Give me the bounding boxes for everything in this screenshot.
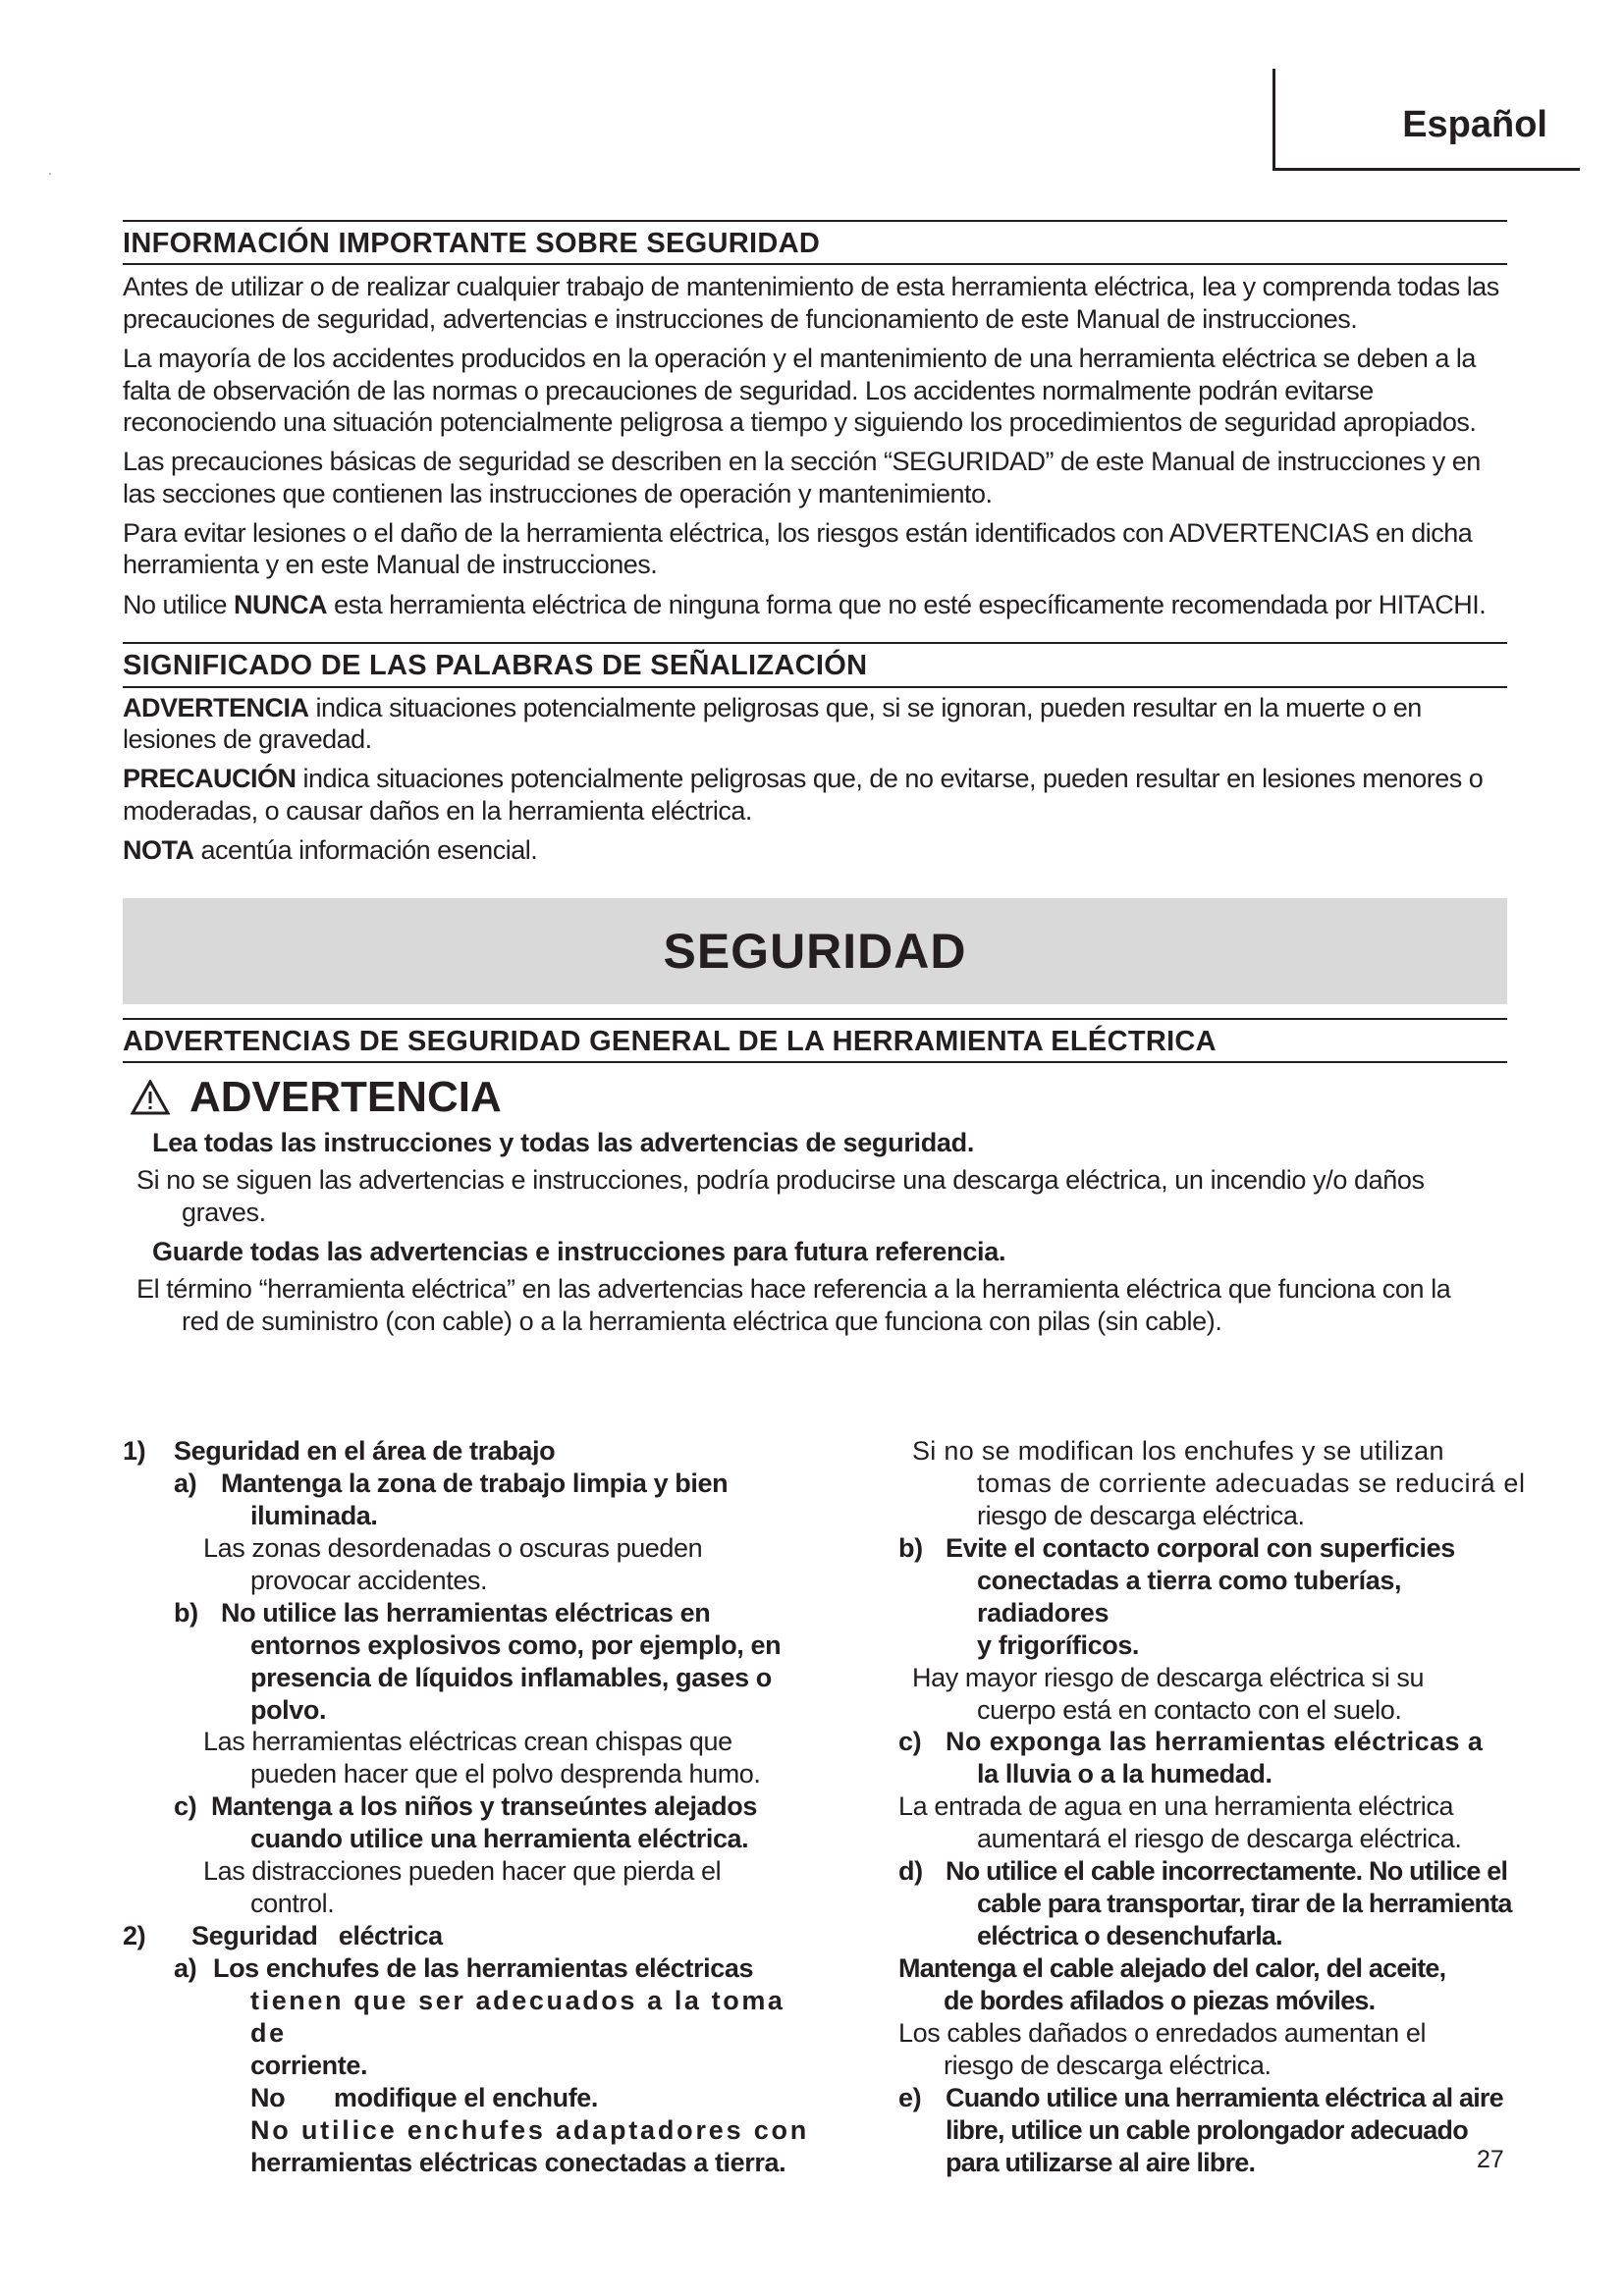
list-item <box>898 1532 1527 1565</box>
list-letter: b) <box>898 1532 923 1563</box>
list-heading <box>123 1920 810 1952</box>
item-title-line: de bordes afilados o piezas móviles. <box>944 1985 1376 2015</box>
text-line: Si no se siguen las advertencias e instrucciones, podría producirse una descarga eléctrica, un incendio y/o daños <box>136 1164 1425 1195</box>
item-text: Las herramientas eléctricas crean chispas que <box>203 1727 732 1757</box>
list-letter: a) <box>174 1468 197 1498</box>
consequence-text <box>136 1164 1507 1229</box>
text: acentúa información esencial. <box>193 835 538 866</box>
list-letter: d) <box>898 1856 923 1887</box>
item-title: Mantenga la zona de trabajo limpia y bien <box>221 1468 729 1498</box>
text: No utilice <box>123 589 235 619</box>
save-instruction: Guarde todas las advertencias e instrucciones para futura referencia. <box>152 1236 1006 1266</box>
item-title-line: herramientas eléctricas conectadas a tierra. <box>250 2147 786 2177</box>
list-letter: b) <box>174 1597 198 1628</box>
item-title-line: Mantenga el cable alejado del calor, del aceite, <box>898 1953 1446 1983</box>
warning-heading <box>131 1073 1507 1122</box>
item-title-line: para utilizarse al aire libre. <box>946 2147 1256 2177</box>
item-text: cuerpo está en contacto con el suelo. <box>977 1694 1402 1725</box>
item-title-line: presencia de líquidos inflamables, gases o <box>250 1662 772 1692</box>
item-title-line: entornos explosivos como, por ejemplo, en <box>250 1629 782 1660</box>
item-title: No utilice el cable incorrectamente. No utilice el <box>946 1856 1508 1887</box>
safety-banner <box>123 898 1507 1004</box>
item-title-line: eléctrica o desenchufarla. <box>977 1921 1282 1951</box>
list-item <box>123 1790 810 1823</box>
term: NOTA <box>123 835 194 866</box>
item-title-line: la lluvia o a la humedad. <box>977 1759 1272 1789</box>
item-title: Mantenga a los niños y transeúntes alejados <box>211 1791 757 1822</box>
list-item <box>123 1597 810 1629</box>
item-title-line: tienen que ser adecuados a la toma de <box>250 1985 785 2048</box>
banner-title: SEGURIDAD <box>663 923 967 979</box>
paragraph: La mayoría de los accidentes producidos en la operación y el mantenimiento de una herramienta eléctrica se deben a la falta de observación de las normas o precauciones de seguridad. Los accidentes normalmente podrán evitarse reconociendo una situación potencialmente peligrosa a tiempo y siguiendo los procedimientos de seguridad apropiados. <box>123 344 1477 437</box>
text-line: El término “herramienta eléctrica” en las advertencias hace referencia a la herramienta eléctrica que funciona con la <box>136 1273 1451 1304</box>
item-title-line: cuando utilice una herramienta eléctrica. <box>250 1824 749 1854</box>
read-all-instruction: Lea todas las instrucciones y todas las advertencias de seguridad. <box>152 1127 975 1157</box>
item-title-line: No modifique el enchufe. <box>250 2082 599 2112</box>
page-number: 27 <box>1477 2146 1504 2173</box>
emphasis: NUNCA <box>234 589 328 619</box>
item-text: pueden hacer que el polvo desprenda humo. <box>250 1759 761 1789</box>
item-text: tomas de corriente adecuadas se reducirá el <box>977 1468 1526 1498</box>
item-text: Los cables dañados o enredados aumentan el <box>898 2017 1427 2048</box>
list-letter: a) <box>174 1953 197 1983</box>
text: indica situaciones potencialmente peligrosas que, de no evitarse, pueden resultar en lesiones menores o moderadas, o causar daños en la herramienta eléctrica. <box>123 764 1484 826</box>
list-item <box>898 1855 1527 1888</box>
term-definition <box>136 1273 1507 1338</box>
paragraph <box>123 589 1507 620</box>
left-column <box>123 1435 810 2179</box>
section-title-signal-words: SIGNIFICADO DE LAS PALABRAS DE SEÑALIZACIÓN <box>123 642 1507 687</box>
right-column <box>898 1435 1527 2179</box>
list-heading-text: Seguridad eléctrica <box>191 1921 443 1951</box>
two-column-list <box>123 1435 1527 2181</box>
paragraph: Las precauciones básicas de seguridad se describen en la sección “SEGURIDAD” de este Manual de instrucciones y en las secciones que contienen las instrucciones de operación y mantenimiento. <box>123 447 1481 508</box>
item-title: Evite el contacto corporal con superficies <box>946 1532 1455 1563</box>
list-letter: e) <box>898 2082 922 2112</box>
list-heading <box>123 1435 810 1468</box>
item-text: Hay mayor riesgo de descarga eléctrica si su <box>912 1662 1425 1692</box>
text-line: graves. <box>182 1197 266 1227</box>
item-title: Los enchufes de las herramientas eléctricas <box>213 1953 754 1983</box>
warning-triangle-icon <box>131 1080 170 1115</box>
item-title: No exponga las herramientas eléctricas a <box>946 1727 1484 1757</box>
definition-note <box>123 834 1507 866</box>
language-label: Español <box>1402 104 1547 145</box>
item-title-line: corriente. <box>250 2050 368 2080</box>
list-letter: c) <box>898 1727 922 1757</box>
item-text: riesgo de descarga eléctrica. <box>944 2050 1272 2080</box>
item-title: No utilice las herramientas eléctricas en <box>221 1597 711 1628</box>
paragraph: Antes de utilizar o de realizar cualquier trabajo de mantenimiento de esta herramienta eléctrica, lea y comprenda todas las precauciones de seguridad, advertencias e instrucciones de funcionamiento de este Manual de instrucciones. <box>123 272 1499 334</box>
item-title-line: conectadas a tierra como tuberías, radiadores <box>977 1565 1402 1628</box>
scan-speck <box>49 173 51 175</box>
item-text: Las distracciones pueden hacer que pierda el <box>203 1856 722 1887</box>
text: indica situaciones potencialmente peligrosas que, si se ignoran, pueden resultar en la muerte o en lesiones de gravedad. <box>123 692 1422 754</box>
list-item <box>123 1952 810 1985</box>
item-title-line: polvo. <box>250 1694 327 1725</box>
main-content <box>123 220 1507 1346</box>
term: PRECAUCIÓN <box>123 764 297 794</box>
warning-title: ADVERTENCIA <box>189 1072 502 1121</box>
item-title-line: cable para transportar, tirar de la herramienta <box>977 1889 1512 1919</box>
item-text: Las zonas desordenadas o oscuras pueden <box>203 1532 703 1563</box>
item-text: La entrada de agua en una herramienta eléctrica <box>898 1791 1454 1822</box>
text-line: red de suministro (con cable) o a la herramienta eléctrica que funciona con pilas (sin cable). <box>182 1306 1222 1336</box>
list-item <box>123 1468 810 1500</box>
list-letter: c) <box>174 1791 197 1822</box>
paragraph: Para evitar lesiones o el daño de la herramienta eléctrica, los riesgos están identificados con ADVERTENCIAS en dicha herramienta y en este Manual de instrucciones. <box>123 518 1473 580</box>
item-text: riesgo de descarga eléctrica. <box>977 1500 1305 1530</box>
item-title-line: iluminada. <box>250 1500 378 1530</box>
item-title-line: No utilice enchufes adaptadores con <box>250 2114 810 2145</box>
list-heading-text: Seguridad en el área de trabajo <box>174 1436 556 1466</box>
item-text: provocar accidentes. <box>250 1565 488 1595</box>
item-text: control. <box>250 1889 335 1919</box>
term: ADVERTENCIA <box>123 692 309 722</box>
definition-caution <box>123 763 1507 827</box>
list-item <box>898 2082 1527 2114</box>
item-title-line: libre, utilice un cable prolongador adecuado <box>946 2114 1468 2145</box>
item-text: aumentará el riesgo de descarga eléctrica. <box>977 1824 1462 1854</box>
definition-warning <box>123 692 1507 756</box>
section-title-general-warnings: ADVERTENCIAS DE SEGURIDAD GENERAL DE LA HERRAMIENTA ELÉCTRICA <box>123 1018 1507 1063</box>
list-number: 2) <box>123 1921 146 1951</box>
item-title: Cuando utilice una herramienta eléctrica al aire <box>946 2082 1503 2112</box>
text: esta herramienta eléctrica de ninguna forma que no esté específicamente recomendada por HITACHI. <box>327 589 1487 619</box>
section-title-important-info: INFORMACIÓN IMPORTANTE SOBRE SEGURIDAD <box>123 220 1507 265</box>
list-number: 1) <box>123 1436 146 1466</box>
item-text: Si no se modifican los enchufes y se utilizan <box>912 1436 1444 1466</box>
list-item <box>898 1726 1527 1758</box>
item-title-line: y frigoríficos. <box>977 1629 1140 1660</box>
